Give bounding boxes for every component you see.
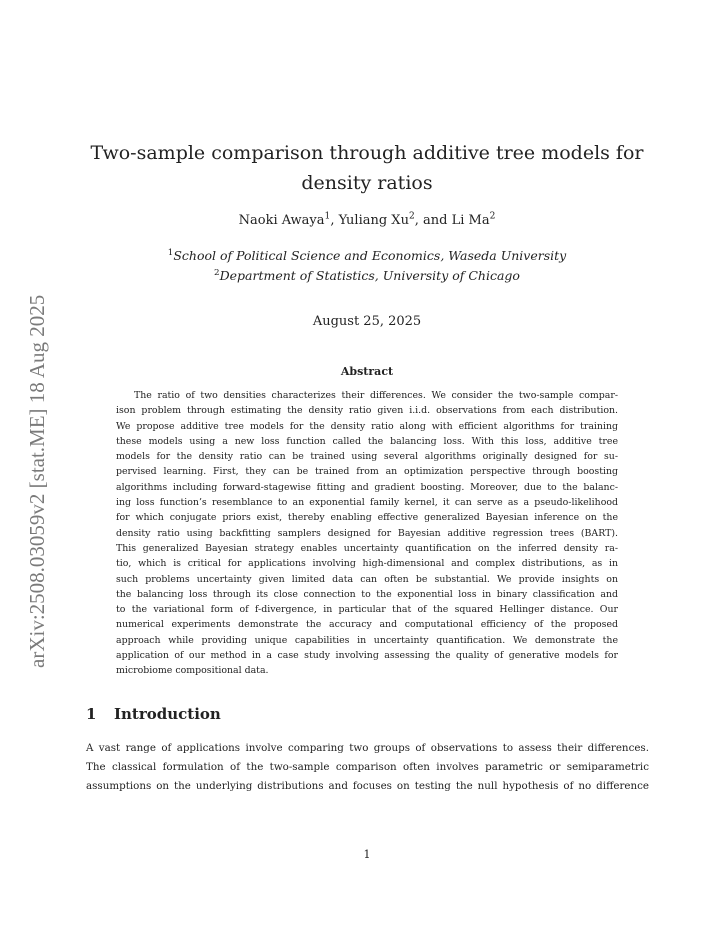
author-list [80,213,654,228]
abstract-line: such problems uncertainty given limited data can often be substantial. We provide insights on [116,573,618,585]
affiliation-number: 2 [214,267,220,278]
affiliation-number: 1 [167,247,174,258]
abstract-line: for which conjugate priors exist, thereby enabling effective generalized Bayesian inference on the [116,512,618,524]
affiliation [80,266,654,286]
abstract-line: these models using a new loss function called the balancing loss. With this loss, additive tree [116,435,618,447]
paper-title: Two-sample comparison through additive tree models for density ratios [90,142,644,194]
abstract-line: microbiome compositional data. [116,665,269,677]
abstract-line: algorithms including forward-stagewise fitting and gradient boosting. Moreover, due to the balanc- [116,481,618,493]
arxiv-identifier-stamp [6,250,58,670]
author-name: Li Ma [451,213,490,228]
author-affiliation-mark: 2 [408,211,415,222]
abstract-line: ison problem through estimating the density ratio given i.i.d. observations from each distribution. [116,405,618,417]
abstract-line: approach while providing unique capabilities in uncertainty quantification. We demonstrate the [116,634,618,646]
affiliation-text: Department of Statistics, University of Chicago [219,268,520,283]
arxiv-id-text: arXiv:2508.03059v2 [stat.ME] 18 Aug 2025 [25,294,49,668]
abstract-line: density ratio using backfitting samplers designed for Bayesian additive regression trees (BART). [116,527,618,539]
author-name: Naoki Awaya [238,213,325,228]
paper-date: August 25, 2025 [312,314,422,329]
intro-line: assumptions on the underlying distributions and focuses on testing the null hypothesis of no difference [86,779,649,792]
affiliation-list [80,246,654,286]
abstract-line: The ratio of two densities characterizes their differences. We consider the two-sample compar- [134,390,618,401]
abstract-line: to the variational form of f-divergence, in particular that of the squared Hellinger distance. Our [116,604,618,616]
affiliation-text: School of Political Science and Economics, Waseda University [173,248,567,263]
affiliation [80,246,654,266]
abstract-line: This generalized Bayesian strategy enables uncertainty quantification on the inferred density ra- [116,542,618,554]
author-affiliation-mark: 1 [324,211,331,222]
author-separator: , [330,213,339,228]
abstract-heading: Abstract [340,365,394,378]
abstract-line: models for the density ratio can be trained using several algorithms originally designed for su- [116,451,618,463]
abstract-line: the balancing loss through its close connection to the exponential loss in binary classification and [116,588,618,600]
section-title: Introduction [114,705,221,723]
abstract-line: tio, which is critical for applications involving high-dimensional and complex distributions, as in [116,558,618,570]
section-number: 1 [86,705,97,723]
abstract-line: We propose additive tree models for the density ratio along with efficient algorithms for training [116,420,618,432]
abstract-line: ing loss function’s resemblance to an exponential family kernel, it can serve as a pseudo-likelihood [116,497,618,509]
intro-line: A vast range of applications involve comparing two groups of observations to assess their differences. [86,742,649,754]
abstract-body [116,388,618,679]
author-affiliation-mark: 2 [489,211,496,222]
abstract-line: numerical experiments demonstrate the accuracy and computational efficiency of the proposed [116,619,618,631]
author-name: Yuliang Xu [338,213,409,228]
intro-paragraph [86,739,649,795]
page-number: 1 [363,848,371,861]
intro-line: The classical formulation of the two-sample comparison often involves parametric or semiparametric [86,760,649,773]
abstract-line: pervised learning. First, they can be trained from an optimization perspective through boosting [116,466,618,478]
section-heading [86,705,221,723]
author-separator: , and [414,213,452,228]
abstract-line: application of our method in a case study involving assessing the quality of generative models for [116,650,618,662]
